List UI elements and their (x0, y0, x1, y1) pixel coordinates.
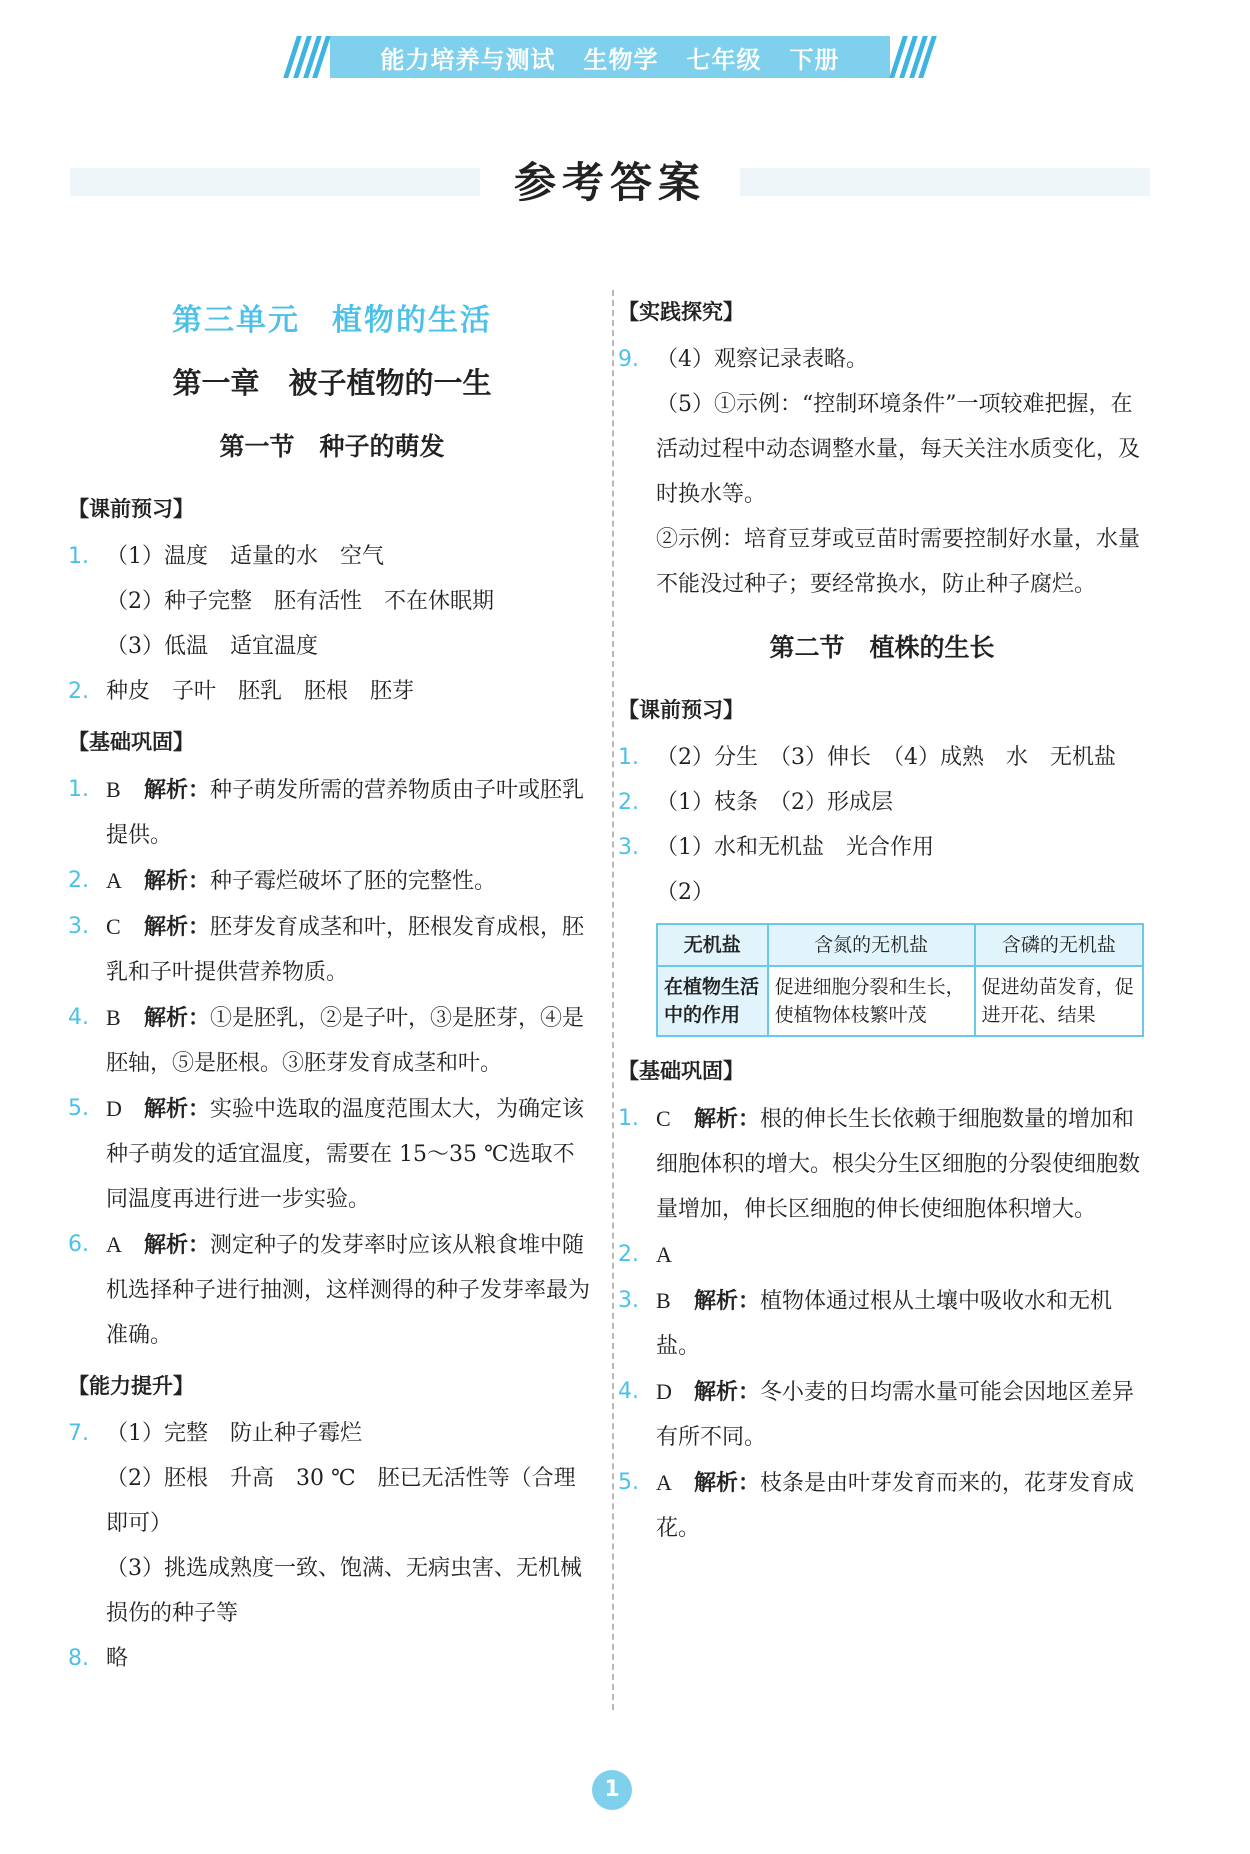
analysis-text: 胚芽发育成茎和叶，胚根发育成根，胚乳和子叶提供营养物质。 (106, 915, 585, 985)
analysis-label: 解析： (694, 1471, 761, 1496)
question-number: 3. (618, 1288, 639, 1313)
analysis-text: 种子霉烂破坏了胚的完整性。 (210, 869, 497, 894)
table-cell: 促进细胞分裂和生长，使植物体枝繁叶茂 (768, 966, 975, 1036)
question-item (68, 904, 596, 995)
question-item (618, 1369, 1146, 1460)
question-number: 7. (68, 1421, 89, 1446)
question-number: 3. (618, 835, 639, 860)
question-number: 2. (618, 790, 639, 815)
answer-line: （2）分生 （3）伸长 （4）成熟 水 无机盐 (656, 745, 1116, 770)
question-item (68, 534, 596, 669)
question-item (618, 780, 1146, 825)
analysis-text: 冬小麦的日均需水量可能会因地区差异有所不同。 (656, 1380, 1135, 1450)
analysis-label: 解析： (694, 1107, 761, 1132)
question-item (68, 1411, 596, 1636)
question-number: 9. (618, 347, 639, 372)
question-item (68, 1222, 596, 1358)
column-divider (612, 290, 614, 1710)
header-banner (330, 36, 890, 78)
table-cell: 促进幼苗发育，促进开花、结果 (975, 966, 1143, 1036)
analysis-text: 种子萌发所需的营养物质由子叶或胚乳提供。 (106, 778, 585, 848)
question-number: 2. (68, 868, 89, 893)
question-number: 4. (68, 1005, 89, 1030)
answer-choice: C (656, 1106, 671, 1131)
right-column (618, 290, 1146, 1551)
question-number: 1. (618, 1106, 639, 1131)
analysis-label: 解析： (144, 1233, 211, 1258)
page-title-row (70, 150, 1150, 210)
answer-line: （1）水和无机盐 光合作用 (656, 835, 934, 860)
question-item (618, 825, 1146, 915)
answer-choice: B (106, 1005, 121, 1030)
table-row-header: 在植物生活中的作用 (657, 966, 768, 1036)
banner-stripes-left (290, 36, 324, 78)
question-number: 4. (618, 1379, 639, 1404)
banner-series: 能力培养与测试 (380, 45, 556, 74)
analysis-label: 解析： (144, 869, 211, 894)
banner-grade: 七年级 (686, 45, 762, 74)
analysis-label: 解析： (144, 1006, 211, 1031)
question-item (68, 669, 596, 714)
question-item (618, 1232, 1146, 1278)
question-item (68, 767, 596, 858)
answer-line: （3）低温 适宜温度 (106, 634, 318, 659)
answer-choice: B (656, 1288, 671, 1313)
inorganic-salt-table (656, 923, 1144, 1037)
answer-choice: D (656, 1379, 672, 1404)
unit-title: 第三单元 植物的生活 (172, 303, 492, 338)
question-number: 8. (68, 1646, 89, 1671)
analysis-label: 解析： (694, 1380, 761, 1405)
question-item (618, 735, 1146, 780)
analysis-text: 枝条是由叶芽发育而来的，花芽发育成花。 (656, 1471, 1135, 1541)
table-header-cell: 无机盐 (657, 924, 768, 966)
chapter-title: 第一章 被子植物的一生 (172, 366, 492, 400)
answer-line: ②示例：培育豆芽或豆苗时需要控制好水量，水量不能没过种子；要经常换水，防止种子腐烂。 (656, 527, 1141, 597)
table-row (657, 966, 1143, 1036)
answer-line: （3）挑选成熟度一致、饱满、无病虫害、无机械损伤的种子等 (106, 1556, 582, 1626)
answer-line: （2） (656, 880, 714, 905)
question-number: 6. (68, 1232, 89, 1257)
question-item (618, 1278, 1146, 1369)
question-item (618, 1460, 1146, 1551)
answer-line: 种皮 子叶 胚乳 胚根 胚芽 (106, 679, 415, 704)
question-number: 1. (68, 544, 89, 569)
banner-stripes-right (896, 36, 930, 78)
table-header-row (657, 924, 1143, 966)
page-title: 参考答案 (513, 158, 706, 207)
analysis-text: 植物体通过根从土壤中吸收水和无机盐。 (656, 1289, 1113, 1359)
tag-ability: 【能力提升】 (68, 1374, 194, 1398)
answer-line: （1）温度 适量的水 空气 (106, 544, 384, 569)
analysis-label: 解析： (694, 1289, 761, 1314)
page-number: 1 (592, 1770, 632, 1810)
banner-subject: 生物学 (583, 45, 659, 74)
section-title: 第一节 种子的萌发 (219, 432, 445, 461)
section-title: 第二节 植株的生长 (769, 633, 995, 662)
table-header-cell: 含磷的无机盐 (975, 924, 1143, 966)
answer-line: （1）枝条 （2）形成层 (656, 790, 893, 815)
tag-practice: 【实践探究】 (618, 300, 744, 324)
question-item (618, 1096, 1146, 1232)
question-number: 2. (68, 679, 89, 704)
banner-volume: 下册 (789, 45, 840, 74)
tag-basic: 【基础巩固】 (618, 1059, 744, 1083)
question-item (68, 995, 596, 1086)
question-number: 2. (618, 1242, 639, 1267)
answer-choice: D (106, 1096, 122, 1121)
question-number: 1. (618, 745, 639, 770)
answer-choice: A (106, 868, 122, 893)
tag-preview: 【课前预习】 (618, 698, 744, 722)
question-item (618, 337, 1146, 607)
answer-choice: A (106, 1232, 122, 1257)
answer-choice: C (106, 914, 121, 939)
answer-line: 略 (106, 1646, 129, 1671)
analysis-text: ①是胚乳，②是子叶，③是胚芽，④是胚轴，⑤是胚根。③胚芽发育成茎和叶。 (106, 1006, 585, 1076)
answer-choice: B (106, 777, 121, 802)
question-number: 1. (68, 777, 89, 802)
table-header-cell: 含氮的无机盐 (768, 924, 975, 966)
analysis-text: 测定种子的发芽率时应该从粮食堆中随机选择种子进行抽测，这样测得的种子发芽率最为准确。 (106, 1233, 591, 1348)
analysis-label: 解析： (144, 778, 211, 803)
question-number: 3. (68, 914, 89, 939)
question-item (68, 1636, 596, 1681)
question-number: 5. (618, 1470, 639, 1495)
answer-line: （1）完整 防止种子霉烂 (106, 1421, 362, 1446)
analysis-label: 解析： (144, 1097, 211, 1122)
answer-line: （2）种子完整 胚有活性 不在休眠期 (106, 589, 494, 614)
answer-line: （2）胚根 升高 30 ℃ 胚已无活性等（合理即可） (106, 1466, 576, 1536)
answer-choice: A (656, 1242, 672, 1267)
question-item (68, 1086, 596, 1222)
analysis-label: 解析： (144, 915, 211, 940)
question-item (68, 858, 596, 904)
analysis-text: 根的伸长生长依赖于细胞数量的增加和细胞体积的增大。根尖分生区细胞的分裂使细胞数量增加，伸长区细胞的伸长使细胞体积增大。 (656, 1107, 1141, 1222)
tag-preview: 【课前预习】 (68, 497, 194, 521)
analysis-text: 实验中选取的温度范围太大，为确定该种子萌发的适宜温度，需要在 15～35 ℃选取不同温度再进行进一步实验。 (106, 1097, 585, 1212)
answer-line: （5）①示例：“控制环境条件”一项较难把握，在活动过程中动态调整水量，每天关注水质变化，及时换水等。 (656, 392, 1141, 507)
tag-basic: 【基础巩固】 (68, 730, 194, 754)
question-number: 5. (68, 1096, 89, 1121)
left-column (68, 290, 596, 1681)
answer-line: （4）观察记录表略。 (656, 347, 868, 372)
answer-choice: A (656, 1470, 672, 1495)
